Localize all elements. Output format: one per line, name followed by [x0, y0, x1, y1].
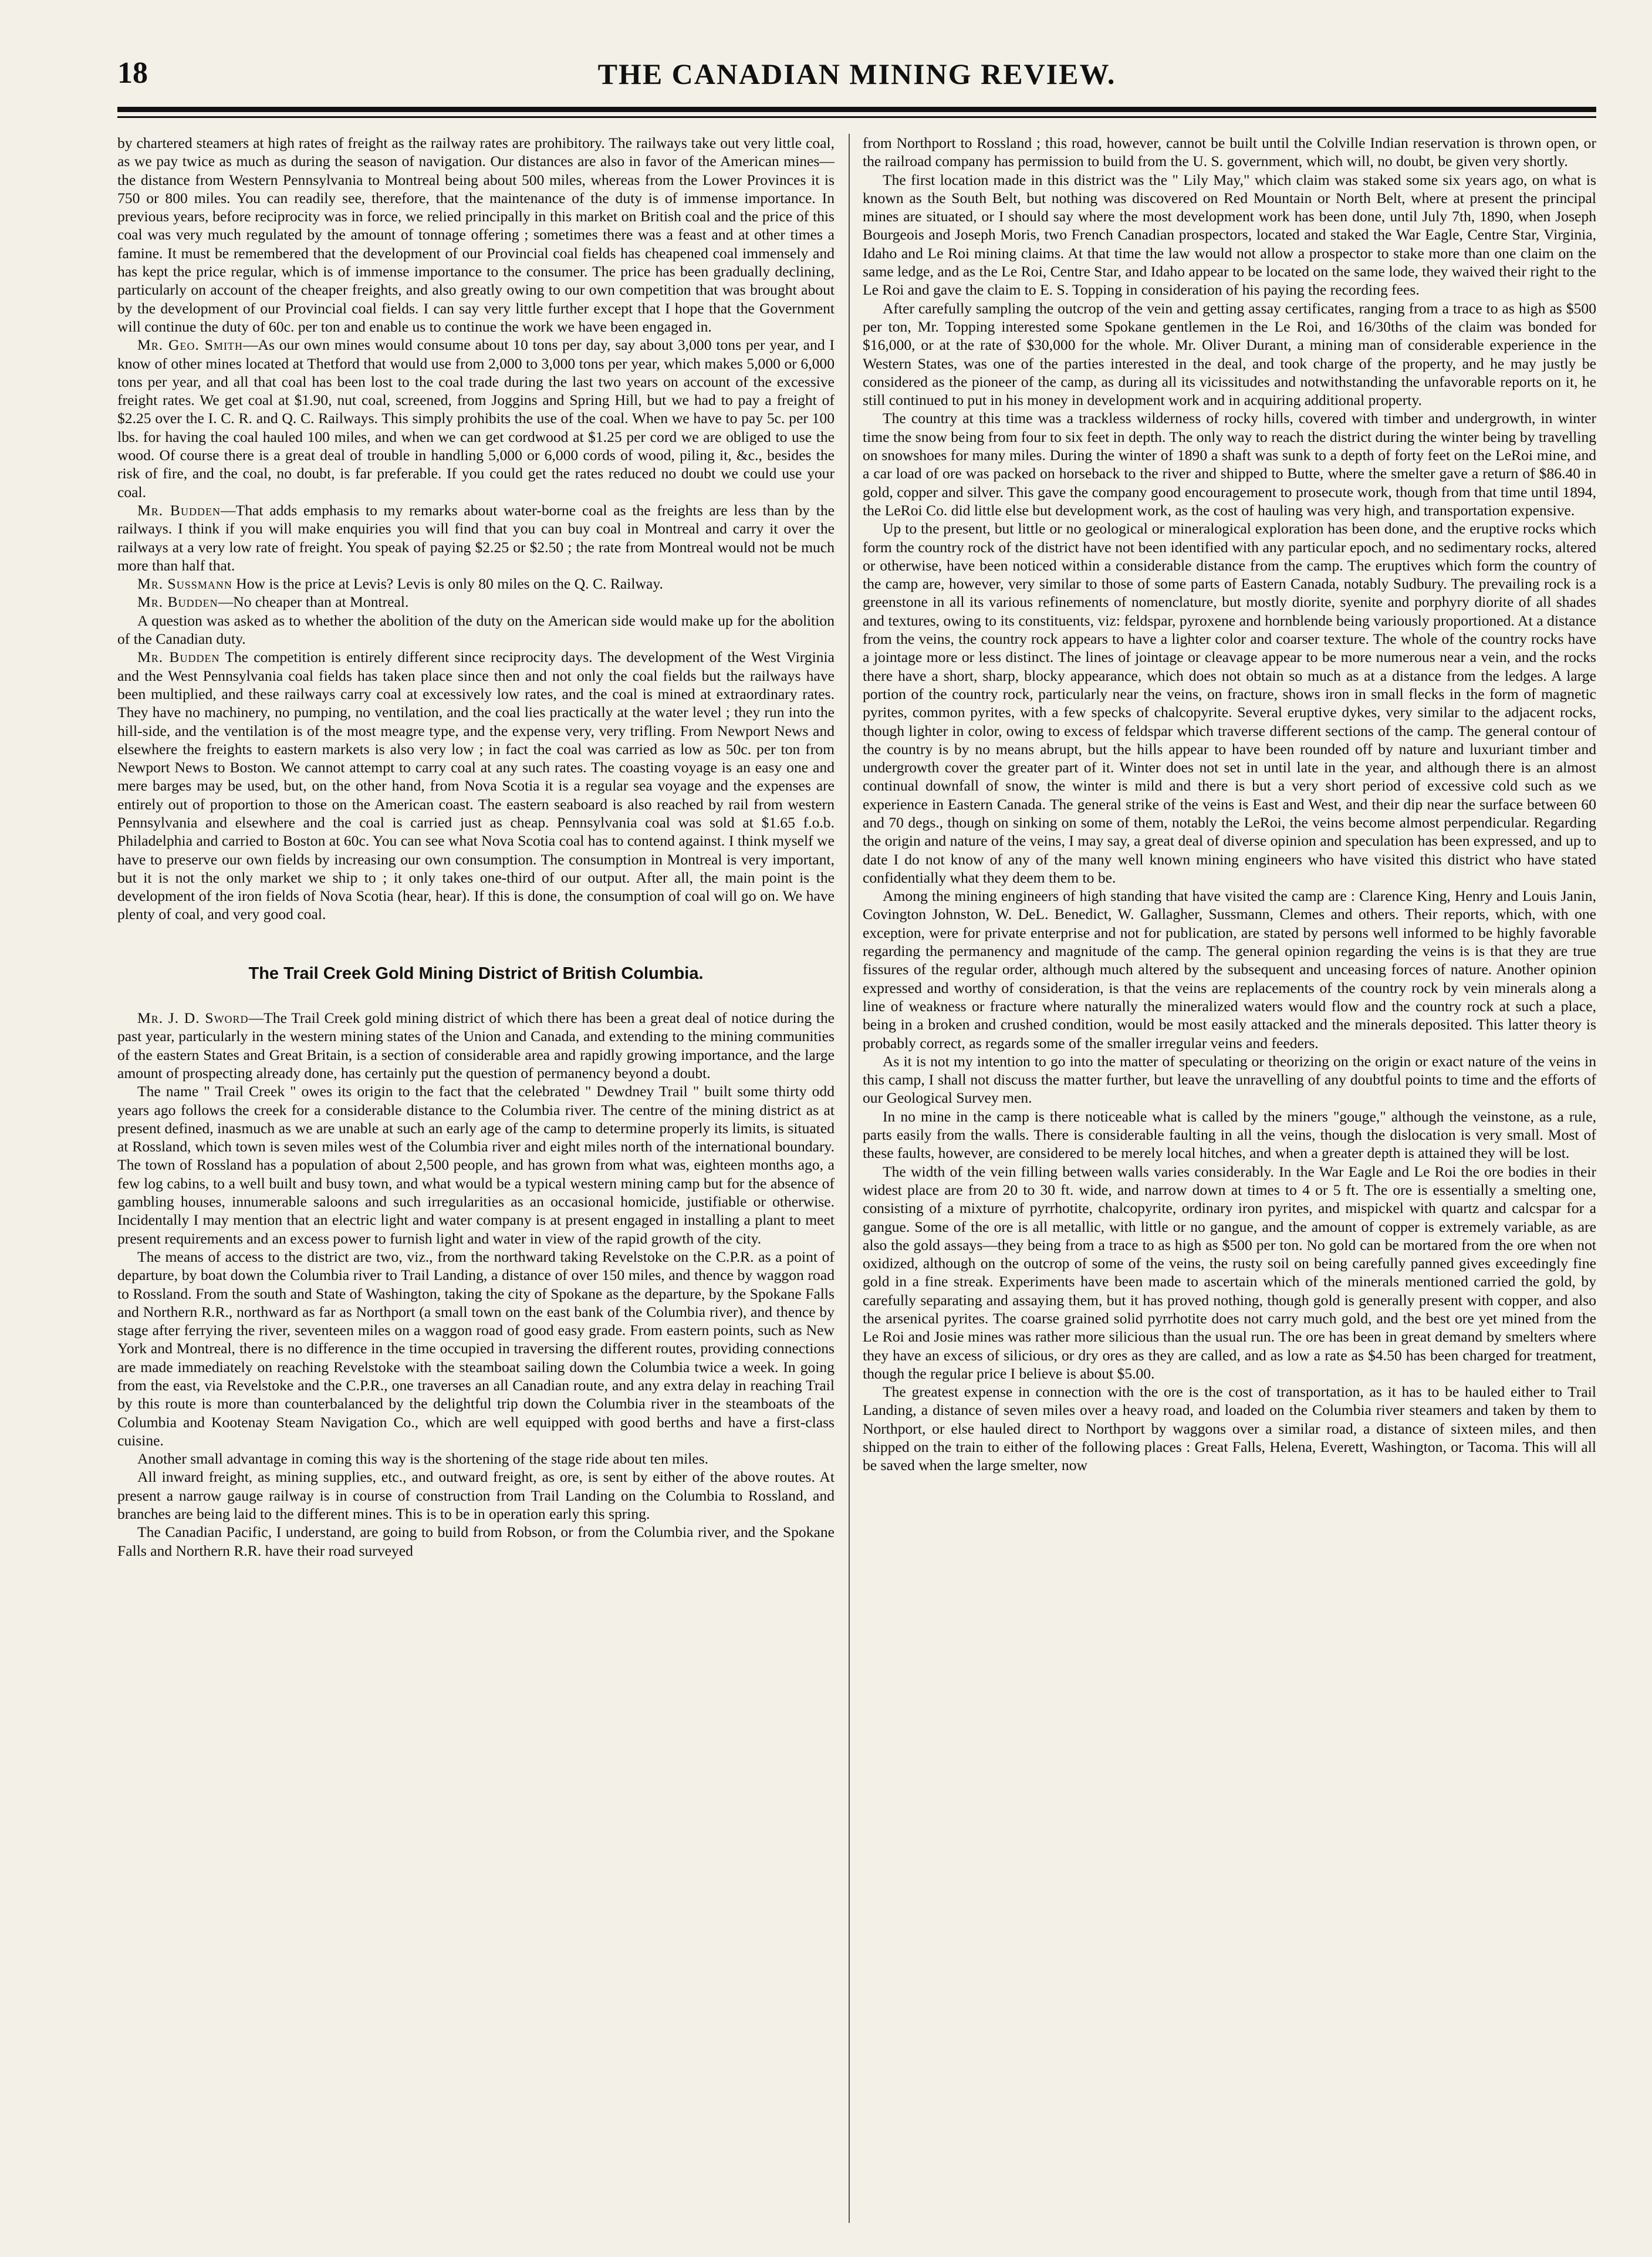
- paragraph: Among the mining engineers of high standing that have visited the camp are : Clarence King, Henry and Louis Janin, Covington Johnston, W. DeL. Benedict, W. Gallagher, Sussmann, Clemes and others. Their reports, which, with one exception, were for private enterprise and not for publication, are stated by persons well informed to be highly favorable regarding the permanency and magnitude of the camp. The general opinion regarding the veins is is that they are true fissures of the regular order, although much altered by the subsequent and unceasing forces of nature. Another opinion expressed and worthy of consideration, is that the veins are replacements of the country rock by vein minerals along a line of weakness or fracture where naturally the mineralized waters would flow and the country rock at such a place, being in a broken and crushed condition, would be most easily attacked and the minerals deposited. This latter theory is probably correct, as regards some of the smaller irregular veins and feeders.: [863, 887, 1596, 1052]
- paragraph: The greatest expense in connection with the ore is the cost of transportation, as it has to be hauled either to Trail Landing, a distance of seven miles over a heavy road, and loaded on the Columbia river steamers and taken by them to Northport, or else hauled direct to Northport by waggons over a similar road, a distance of sixteen miles, and then shipped on the train to either of the following places : Great Falls, Helena, Everett, Washington, or Tacoma. This will all be saved when the large smelter, now: [863, 1383, 1596, 1474]
- paragraph-text: —No cheaper than at Montreal.: [218, 593, 409, 611]
- speaker-name: Mr. Budden: [137, 593, 218, 611]
- paragraph: [117, 1009, 835, 1082]
- journal-title: THE CANADIAN MINING REVIEW.: [597, 58, 1116, 90]
- header-rule-thick: [117, 107, 1596, 112]
- speaker-name: Mr. Budden: [137, 501, 221, 519]
- right-column: [863, 134, 1596, 2235]
- speaker-name: Mr. Budden: [137, 648, 220, 666]
- speaker-name: Mr. Geo. Smith: [137, 336, 243, 354]
- paragraph-text: —As our own mines would consume about 10 tons per day, say about 3,000 tons per year, and I know of other mines located at Thetford that would use from 2,000 to 3,000 tons per year, which makes 5,000 or 6,000 tons per year, and all that coal has been lost to the coal trade during the last two years on account of the excessive freight rates. We get coal at $1.90, nut coal, screened, from Joggins and Spring Hill, but we had to pay a freight of $2.25 over the I. C. R. and Q. C. Railways. This simply prohibits the use of the coal. When we have to pay 5c. per 100 lbs. for having the coal hauled 100 miles, and when we can get cordwood at $1.25 per cord we are obliged to use the wood. Of course there is a great deal of trouble in handling 5,000 or 6,000 cords of wood, piling it, &c., besides the risk of fire, and the coal, no doubt, is far preferable. If you could get the rates reduced no doubt we could use your coal.: [117, 336, 835, 501]
- paragraph: Another small advantage in coming this way is the shortening of the stage ride about ten miles.: [137, 1450, 709, 1468]
- paragraph: The width of the vein filling between walls varies considerably. In the War Eagle and Le Roi the ore bodies in their widest place are from 20 to 30 ft. wide, and narrow down at times to 4 or 5 ft. The ore is essentially a smelting one, consisting of a mixture of pyrrhotite, chalcopyrite, ordinary iron pyrites, and mispickel with quartz and calcspar for a gangue. Some of the ore is all metallic, with little or no gangue, and the amount of copper is extremely variable, as are also the gold assays—they being from a trace to as high as $500 per ton. No gold can be mortared from the ore when not oxidized, although on the outcrop of some of the veins, the rusty soil on being carefully panned gives exceedingly fine gold in a fine streak. Experiments have been made to ascertain which of the minerals mentioned carried the gold, by carefully separating and assaying them, but it has proved nothing, though gold is generally present with copper, and also the arsenical pyrites. The coarse grained solid pyrrhotite does not carry much gold, and the best ore yet mined from the Le Roi and Josie mines was rather more silicious than the usual run. The ore has been in great demand by smelters where they have an excess of silicious, or dry ores as they are called, and as low a rate as $4.50 has been charged for treatment, though the regular price I believe is about $5.00.: [863, 1163, 1596, 1382]
- paragraph: In no mine in the camp is there noticeable what is called by the miners "gouge," although the veinstone, as a rule, parts easily from the walls. There is considerable faulting in all the veins, though the dislocation is very small. Most of these faults, however, are considered to be merely local hitches, and when a greater depth is attained they will be lost.: [863, 1107, 1596, 1162]
- paragraph: [117, 336, 835, 501]
- paragraph: A question was asked as to whether the abolition of the duty on the American side would make up for the abolition of the Canadian duty.: [117, 611, 835, 648]
- page-number: 18: [117, 56, 148, 90]
- paragraph: [117, 593, 835, 611]
- paragraph: After carefully sampling the outcrop of the vein and getting assay certificates, ranging from a trace to as high as $500 per ton, Mr. Topping interested some Spokane gentlemen in the Le Roi, and 16/30ths of the claim was bonded for $16,000, or at the rate of $30,000 for the whole. Mr. Oliver Durant, a mining man of considerable experience in the Western States, was one of the parties interested in the deal, and took charge of the property, and he may justly be considered as the pioneer of the camp, as during all its vicissitudes and notwithstanding the unfavorable reports on it, he still continued to put in his money in development work and in acquiring additional property.: [863, 299, 1596, 409]
- paragraph-text: —That adds emphasis to my remarks about water-borne coal as the freights are less than by the railways. I think if you will make enquiries you will find that you can buy coal in Montreal and carry it over the railways at a very low rate of freight. You speak of paying $2.25 or $2.50 ; the rate from Montreal would not be much more than half that.: [117, 501, 835, 574]
- speaker-name: Mr. J. D. Sword: [137, 1009, 249, 1027]
- paragraph: [117, 575, 835, 593]
- paragraph-text: How is the price at Levis? Levis is only 80 miles on the Q. C. Railway.: [236, 575, 663, 593]
- paragraph: Up to the present, but little or no geological or mineralogical exploration has been done, and the eruptive rocks which form the country rock of the district have not been identified with any particular epoch, and no sedimentary rocks, altered or otherwise, have been noticed within a considerable distance from the camp. The eruptives which form the country of the camp are, however, very similar to those of some parts of Eastern Canada, notably Sudbury. The prevailing rock is a greenstone in all its various refinements of nomenclature, but mostly diorite, syenite and porphyry diorite of all shades and textures, owing to its constituents, viz: feldspar, pyroxene and hornblende being variously proportioned. At a distance from the veins, the country rock appears to have a lighter color and coarser texture. The whole of the country rocks have a jointage more or less distinct. The lines of jointage or cleavage appear to be more numerous near a vein, and the rocks there have a short, sharp, blocky appearance, which does not obtain so much as at a distance from the ledges. A large portion of the country rock, particularly near the veins, on fracture, shows iron in small flecks in the form of magnetic pyrites, common pyrites, with a few specks of chalcopyrite. Several eruptive dykes, very similar to the adjacent rocks, though lighter in color, owing to excess of feldspar which traverse different sections of the camp. The general contour of the country is by no means abrupt, but the hills appear to have been rounded off by nature and luxuriant timber and undergrowth cover the greater part of it. Winter does not set in until late in the year, and although there is an almost continual downfall of snow, the winter is mild and there is but a very short period of excessive cold such as we experience in Eastern Canada. The general strike of the veins is East and West, and their dip near the surface between 60 and 70 degs., though on sinking on some of them, notably the LeRoi, the veins become almost perpendicular. Regarding the origin and nature of the veins, I may say, a great deal of diverse opinion and speculation has been expressed, and up to date I do not know of any of the many well known mining engineers who have visited this district who have stated confidentially what they deem them to be.: [863, 520, 1596, 886]
- speaker-name: Mr. Sussmann: [137, 575, 232, 593]
- paragraph: from Northport to Rossland ; this road, however, cannot be built until the Colville Indian reservation is thrown open, or the railroad company has permission to build from the U. S. government, which will, no doubt, be given very shortly.: [863, 134, 1596, 170]
- paragraph-text: —The Trail Creek gold mining district of which there has been a great deal of notice during the past year, particularly in the western mining states of the Union and Canada, and extending to the mining communities of the eastern States and Great Britain, is a section of considerable area and rapidly growing importance, and the large amount of prospecting already done, has certainly put the question of permanency beyond a doubt.: [117, 1009, 835, 1082]
- paragraph: All inward freight, as mining supplies, etc., and outward freight, as ore, is sent by either of the above routes. At present a narrow gauge railway is in course of construction from Trail Landing on the Columbia to Rossland, and branches are being laid to the different mines. This is to be in operation early this spring.: [117, 1468, 835, 1523]
- paragraph: [117, 648, 835, 923]
- paragraph: [117, 501, 835, 575]
- paragraph: The means of access to the district are two, viz., from the northward taking Revelstoke on the C.P.R. as a point of departure, by boat down the Columbia river to Trail Landing, a distance of over 150 miles, and thence by waggon road to Rossland. From the south and State of Washington, taking the city of Spokane as the departure, by the Spokane Falls and Northern R.R., northward as far as Northport (a small town on the east bank of the Columbia river), and thence by stage after ferrying the river, seventeen miles on a waggon road of good easy grade. From eastern points, such as New York and Montreal, there is no difference in the time occupied in traversing the different routes, providing connections are made immediately on reaching Revelstoke with the steamboat sailing down the Columbia twice a week. In going from the east, via Revelstoke and the C.P.R., one traverses an all Canadian route, and any extra delay in reaching Trail by this route is more than counterbalanced by the delightful trip down the Columbia river in the steamboats of the Columbia and Kootenay Steam Navigation Co., which are well equipped with good berths and have a first-class cuisine.: [117, 1248, 835, 1449]
- left-column: [117, 134, 835, 2235]
- paragraph: by chartered steamers at high rates of freight as the railway rates are prohibitory. The railways take out very little coal, as we pay twice as much as during the season of navigation. Our distances are also in favor of the American mines—the distance from Western Pennsylvania to Montreal being about 500 miles, whereas from the Lower Provinces it is 750 or 800 miles. You can readily see, therefore, that the maintenance of the duty is of immense importance. In previous years, before reciprocity was in force, we relied principally in this market on British coal and the price of this coal was very much regulated by the amount of tonnage offering ; sometimes there was a feast and at other times a famine. It must be remembered that the development of our Provincial coal fields has cheapened coal immensely and has kept the price regular, which is of immense importance to the consumer. The price has been gradually declining, particularly on account of the cheaper freights, and also greatly owing to our own competition that was brought about by the development of our Provincial coal fields. I can say very little further except that I hope that the Government will continue the duty of 60c. per ton and enable us to continue the work we have been engaged in.: [117, 134, 835, 335]
- column-divider: [849, 134, 850, 2223]
- page-header: [117, 56, 1596, 103]
- paragraph: As it is not my intention to go into the matter of speculating or theorizing on the origin or exact nature of the veins in this camp, I shall not discuss the matter further, but leave the unravelling of any doubtful points to time and the efforts of our Geological Survey men.: [863, 1052, 1596, 1107]
- paragraph: The name " Trail Creek " owes its origin to the fact that the celebrated " Dewdney Trail " built some thirty odd years ago follows the creek for a considerable distance to the Columbia river. The centre of the mining district as at present defined, inasmuch as we are unable at such an early age of the camp to determine properly its limits, is situated at Rossland, which town is seven miles west of the Columbia river and eight miles north of the international boundary. The town of Rossland has a population of about 2,500 people, and has grown from what was, eighteen months ago, a few log cabins, to a well built and busy town, and what would be a typical western mining camp but for the absence of gambling houses, innumerable saloons and such irregularities as an occasional homicide, justifiable or otherwise. Incidentally I may mention that an electric light and water company is at present engaged in installing a plant to meet present requirements and an excess power to furnish light and water in view of the rapid growth of the city.: [117, 1083, 835, 1247]
- header-rule-thin: [117, 116, 1596, 118]
- paragraph-text: The competition is entirely different since reciprocity days. The development of the West Virginia and the West Pennsylvania coal fields has taken place since then and not only the coal fields but the railways have been multiplied, and these railways carry coal at excessively low rates, and the coal is mined at extraordinary rates. They have no machinery, no pumping, no ventilation, and the coal lies practically at the water level ; they run into the hill-side, and the ventilation is of the most meagre type, and the expense very, very trifling. From Newport News and elsewhere the freights to eastern markets is also very low ; in fact the coal was carried as low as 50c. per ton from Newport News to Boston. We cannot attempt to carry coal at any such rates. The coasting voyage is an easy one and mere barges may be used, but, on the other hand, from Nova Scotia it is a regular sea voyage and the expenses are entirely out of proportion to those on the American coast. The eastern seaboard is also reached by rail from western Pennsylvania and elsewhere and the coal is carried just as cheap. Pennsylvania coal was sold at $1.65 f.o.b. Philadelphia and carried to Boston at 60c. You can see what Nova Scotia coal has to contend against. I think myself we have to preserve our own fields by increasing our own consumption. The consumption in Montreal is very important, but it is not the only market we ship to ; it only takes one-third of our output. After all, the main point is the development of the iron fields of Nova Scotia (hear, hear). If this is done, the consumption of coal will go on. We have plenty of coal, and very good coal.: [117, 648, 835, 923]
- paragraph: The country at this time was a trackless wilderness of rocky hills, covered with timber and undergrowth, in winter time the snow being from four to six feet in depth. The only way to reach the district during the winter being by travelling on snowshoes for many miles. During the winter of 1890 a shaft was sunk to a depth of forty feet on the LeRoi mine, and a car load of ore was packed on horseback to the river and shipped to Butte, where the smelter gave a return of $86.40 in gold, copper and silver. This gave the company good encouragement to prosecute work, though from that time until 1894, the LeRoi Co. did little else but development work, as the cost of hauling was very high, and transportation expensive.: [863, 410, 1596, 519]
- paragraph: The Canadian Pacific, I understand, are going to build from Robson, or from the Columbia river, and the Spokane Falls and Northern R.R. have their road surveyed: [117, 1523, 835, 1559]
- paragraph: The first location made in this district was the " Lily May," which claim was staked some six years ago, on what is known as the South Belt, but nothing was discovered on Red Mountain or North Belt, where at present the principal mines are situated, or I should say where the most development work has been done, until July 7th, 1890, when Joseph Bourgeois and Joseph Moris, two French Canadian prospectors, located and staked the War Eagle, Centre Star, Virginia, Idaho and Le Roi mining claims. At that time the law would not allow a prospector to stake more than one claim on the same ledge, and as the Le Roi, Centre Star, and Idaho appear to be located on the same lode, they waived their right to the Le Roi and gave the claim to E. S. Topping in consideration of his paying the recording fees.: [863, 171, 1596, 299]
- section-heading: The Trail Creek Gold Mining District of British Columbia.: [248, 964, 704, 983]
